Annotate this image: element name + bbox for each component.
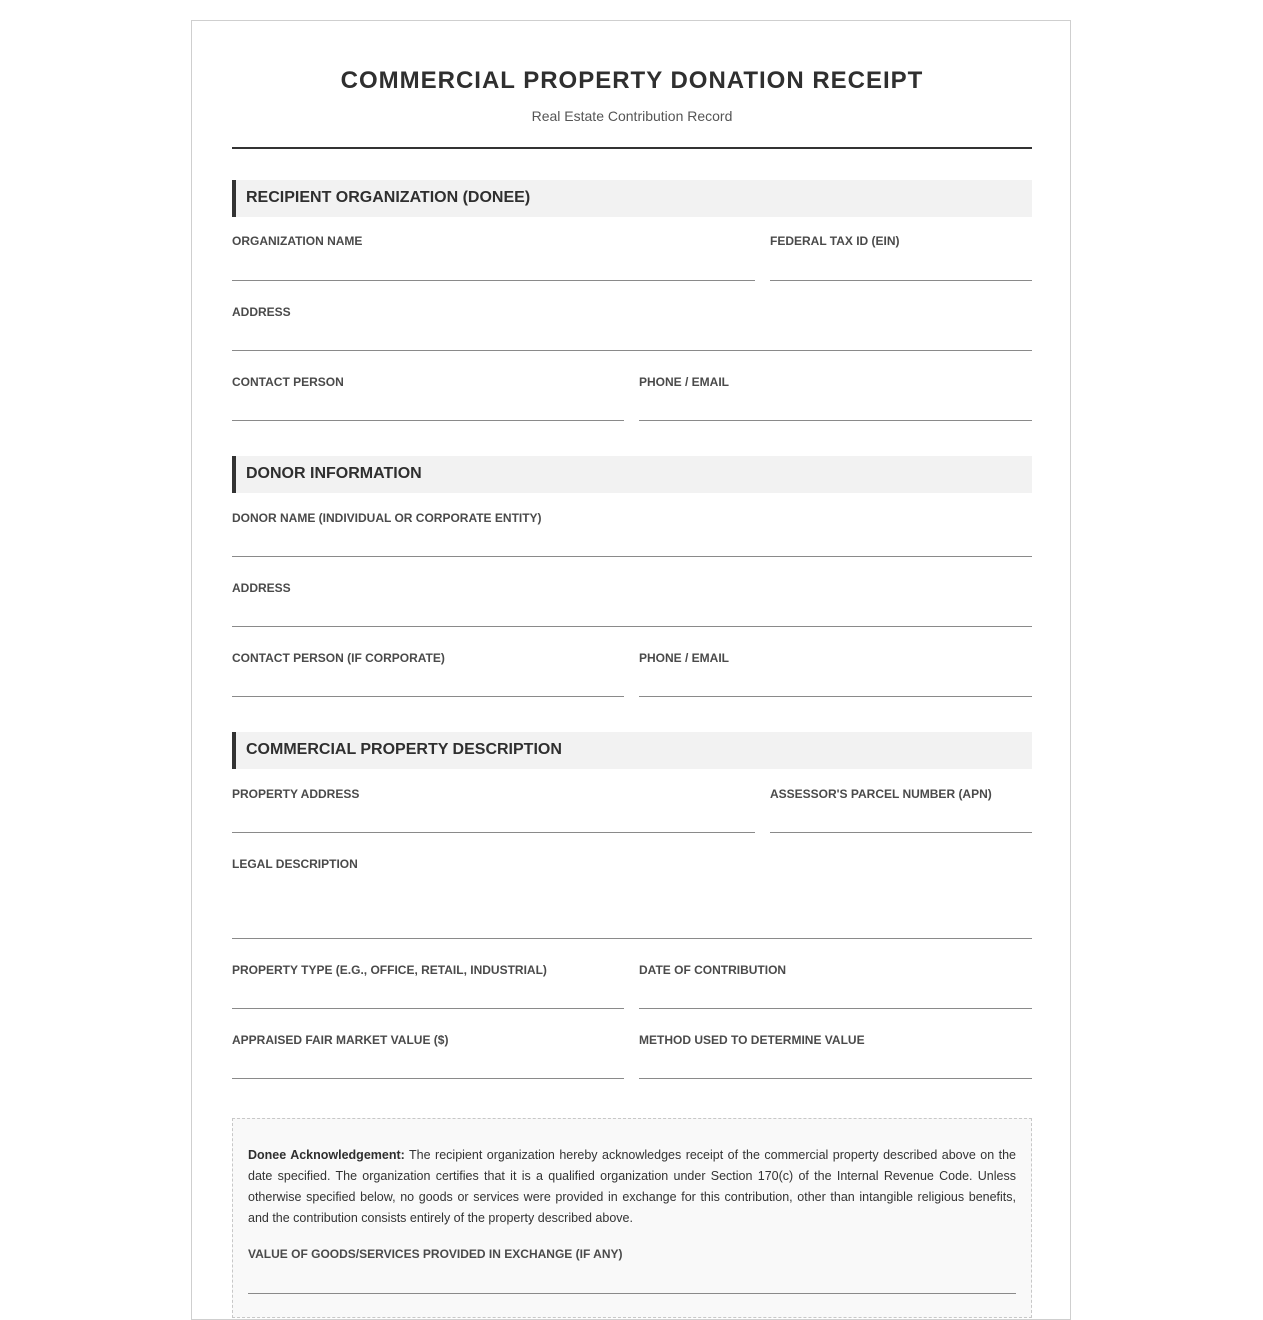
acknowledgement-box [232,1118,1032,1318]
section-heading-recipient [232,180,1032,217]
donor-phone-field[interactable] [639,651,1032,697]
fair-market-value-line [232,1078,624,1079]
recipient-contact-field[interactable] [232,375,624,421]
donor-contact-label: CONTACT PERSON (IF CORPORATE) [232,651,445,665]
donor-address-label: ADDRESS [232,581,291,595]
donor-name-field[interactable] [232,511,1032,557]
page-subtitle: Real Estate Contribution Record [531,108,733,124]
ein-field[interactable] [770,234,1032,281]
recipient-address-label: ADDRESS [232,305,291,319]
legal-description-field[interactable] [232,857,1032,939]
goods-services-value-line [248,1293,1016,1294]
valuation-method-field[interactable] [639,1033,1032,1079]
acknowledgement-body: The recipient organization hereby acknowledges receipt of the commercial property described above on the date specified. The organization certifies that it is a qualified organization under Section 170(c) of the Internal Revenue Code. Unless otherwise specified below, no goods or services were provided in exchange for this contribution, other than intangible religious benefits, and the contribution consists entirely of the property described above. [248,1148,1016,1225]
organization-name-line [232,280,755,281]
acknowledgement-lead: Donee Acknowledgement: [248,1148,405,1162]
property-type-label: PROPERTY TYPE (E.G., OFFICE, RETAIL, INDUSTRIAL) [232,963,547,977]
valuation-method-label: METHOD USED TO DETERMINE VALUE [639,1033,865,1047]
contribution-date-field[interactable] [639,963,1032,1009]
recipient-address-line [232,350,1032,351]
donor-phone-line [639,696,1032,697]
donor-phone-label: PHONE / EMAIL [639,651,730,665]
recipient-contact-label: CONTACT PERSON [232,375,344,389]
recipient-contact-line [232,420,624,421]
property-type-line [232,1008,624,1009]
receipt-sheet [191,20,1071,1320]
legal-description-line [232,938,1032,939]
donor-address-line [232,626,1032,627]
contribution-date-label: DATE OF CONTRIBUTION [639,963,787,977]
property-address-label: PROPERTY ADDRESS [232,787,360,801]
apn-field[interactable] [770,787,1032,833]
organization-name-field[interactable] [232,234,755,281]
apn-label: ASSESSOR'S PARCEL NUMBER (APN) [770,787,992,801]
recipient-address-field[interactable] [232,305,1032,351]
fair-market-value-label: APPRAISED FAIR MARKET VALUE ($) [232,1033,449,1047]
donor-name-label: DONOR NAME (INDIVIDUAL OR CORPORATE ENTITY) [232,511,542,525]
donor-contact-field[interactable] [232,651,624,697]
section-heading-property [232,732,1032,769]
legal-description-label: LEGAL DESCRIPTION [232,857,358,871]
section-heading-property-label: COMMERCIAL PROPERTY DESCRIPTION [246,741,562,758]
recipient-phone-field[interactable] [639,375,1032,421]
section-heading-donor-label: DONOR INFORMATION [246,465,422,482]
title-divider [232,147,1032,149]
goods-services-value-field[interactable] [248,1247,1016,1294]
recipient-phone-label: PHONE / EMAIL [639,375,730,389]
donor-address-field[interactable] [232,581,1032,627]
property-address-line [232,832,755,833]
donor-contact-line [232,696,624,697]
property-address-field[interactable] [232,787,755,833]
section-heading-donor [232,456,1032,493]
section-heading-recipient-label: RECIPIENT ORGANIZATION (DONEE) [246,189,531,206]
ein-line [770,280,1032,281]
fair-market-value-field[interactable] [232,1033,624,1079]
page-title: COMMERCIAL PROPERTY DONATION RECEIPT [340,67,924,94]
property-type-field[interactable] [232,963,624,1009]
valuation-method-line [639,1078,1032,1079]
contribution-date-line [639,1008,1032,1009]
acknowledgement-text [248,1145,1016,1229]
goods-services-value-label: VALUE OF GOODS/SERVICES PROVIDED IN EXCHANGE (IF ANY) [248,1247,623,1261]
recipient-phone-line [639,420,1032,421]
ein-label: FEDERAL TAX ID (EIN) [770,234,900,248]
organization-name-label: ORGANIZATION NAME [232,234,363,248]
apn-line [770,832,1032,833]
donor-name-line [232,556,1032,557]
